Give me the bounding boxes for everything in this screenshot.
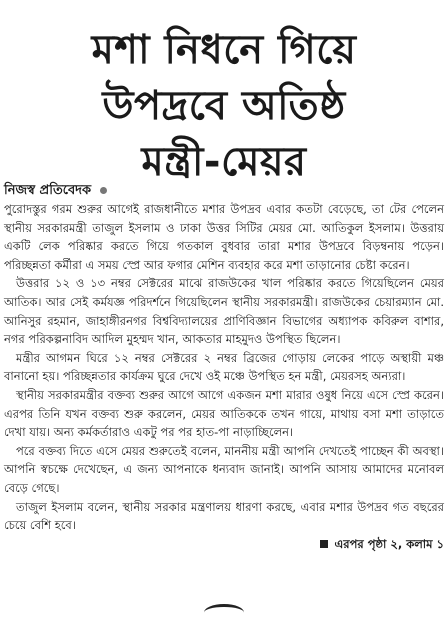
continuation-note — [4, 535, 444, 554]
headline-line-3: মন্ত্রী-মেয়র — [141, 139, 307, 185]
paragraph-3: মন্ত্রীর আগমন ঘিরে ১২ নম্বর সেক্টরের ২ নম্বর ব্রিজের গোড়ায় লেকের পাড়ে অস্থায়ী মঞ্চ বানানো হয়। পরিচ্ছন্নতার কার্যক্রম ঘুরে দেখে ওই মঞ্চে উপস্থিত হন মন্ত্রী, মেয়রসহ অন্যরা। — [4, 350, 444, 384]
byline — [4, 182, 107, 200]
byline-bullet-icon — [100, 187, 107, 194]
paragraph-4: স্থানীয় সরকারমন্ত্রীর বক্তব্য শুরুর আগে আগে একজন মশা মারার ওষুধ নিয়ে এসে স্প্রে করেন। এরপর তিনি যখন বক্তব্য শুরু করলেন, মেয়র আতিককে তখন গায়ে, মাথায় বসা মশা তাড়াতে দেখা যায়। অন্য কর্মকর্তারাও একটু পর পর হাত-পা নাড়াচ্ছিলেন। — [4, 387, 444, 440]
previous-article-strip — [0, 0, 448, 10]
headline — [0, 22, 448, 190]
paragraph-6: তাজুল ইসলাম বলেন, স্থানীয় সরকার মন্ত্রণালয় ধারণা করছে, এবার মশার উপদ্রব গত বছরের চেয়ে বেশি হবে। — [4, 499, 444, 533]
byline-text: নিজস্ব প্রতিবেদক — [4, 183, 92, 198]
paragraph-5: পরে বক্তব্য দিতে এসে মেয়র শুরুতেই বলেন, মাননীয় মন্ত্রী আপনি দেখতেই পাচ্ছেন কী অবস্থা। আপনি স্বচক্ষে দেখেছেন, এ জন্য আপনাকে ধন্যবাদ জানাই। আপনি আসায় আমাদের মনোবল বেড়ে গেছে। — [4, 443, 444, 495]
next-article-arc — [204, 604, 244, 621]
headline-line-1: মশা নিধনে গিয়ে — [91, 27, 357, 73]
paragraph-1: পুরোদস্তুর গরম শুরুর আগেই রাজধানীতে মশার উপদ্রব এবার কতটা বেড়েছে, তা টের পেলেন স্থানীয় সরকারমন্ত্রী তাজুল ইসলাম ও ঢাকা উত্তর সিটির মেয়র মো. আতিকুল ইসলাম। উত্তরায় একটি লেক পরিষ্কার করতে গিয়ে গতকাল বুধবার তারা মশার উপদ্রবে বিড়ম্বনায় পড়েন। পরিচ্ছন্নতা কর্মীরা এ সময় স্প্রে আর ফগার মেশিন ব্যবহার করে মশা তাড়ানোর চেষ্টা করেন। — [4, 202, 444, 272]
article-body — [4, 200, 444, 553]
continuation-text: এরপর পৃষ্ঠা ২, কলাম ১ — [334, 536, 444, 551]
headline-line-2: উপদ্রবে অতিষ্ঠ — [102, 83, 346, 129]
paragraph-2: উত্তরার ১২ ও ১৩ নম্বর সেক্টরের মাঝে রাজউকের খাল পরিষ্কার করতে গিয়েছিলেন মেয়র আতিক। আর সেই কর্মযজ্ঞ পরিদর্শনে গিয়েছিলেন স্থানীয় সরকারমন্ত্রী। রাজউকের চেয়ারম্যান মো. আনিসুর রহমান, জাহাঙ্গীরনগর বিশ্ববিদ্যালয়ের প্রাণিবিজ্ঞান বিভাগের অধ্যাপক কবিরুল বাশার, নগর পরিকল্পনাবিদ আদিল মুহম্মদ খান, আকতার মাহমুদও উপস্থিত ছিলেন। — [4, 276, 444, 347]
square-bullet-icon — [320, 540, 328, 548]
